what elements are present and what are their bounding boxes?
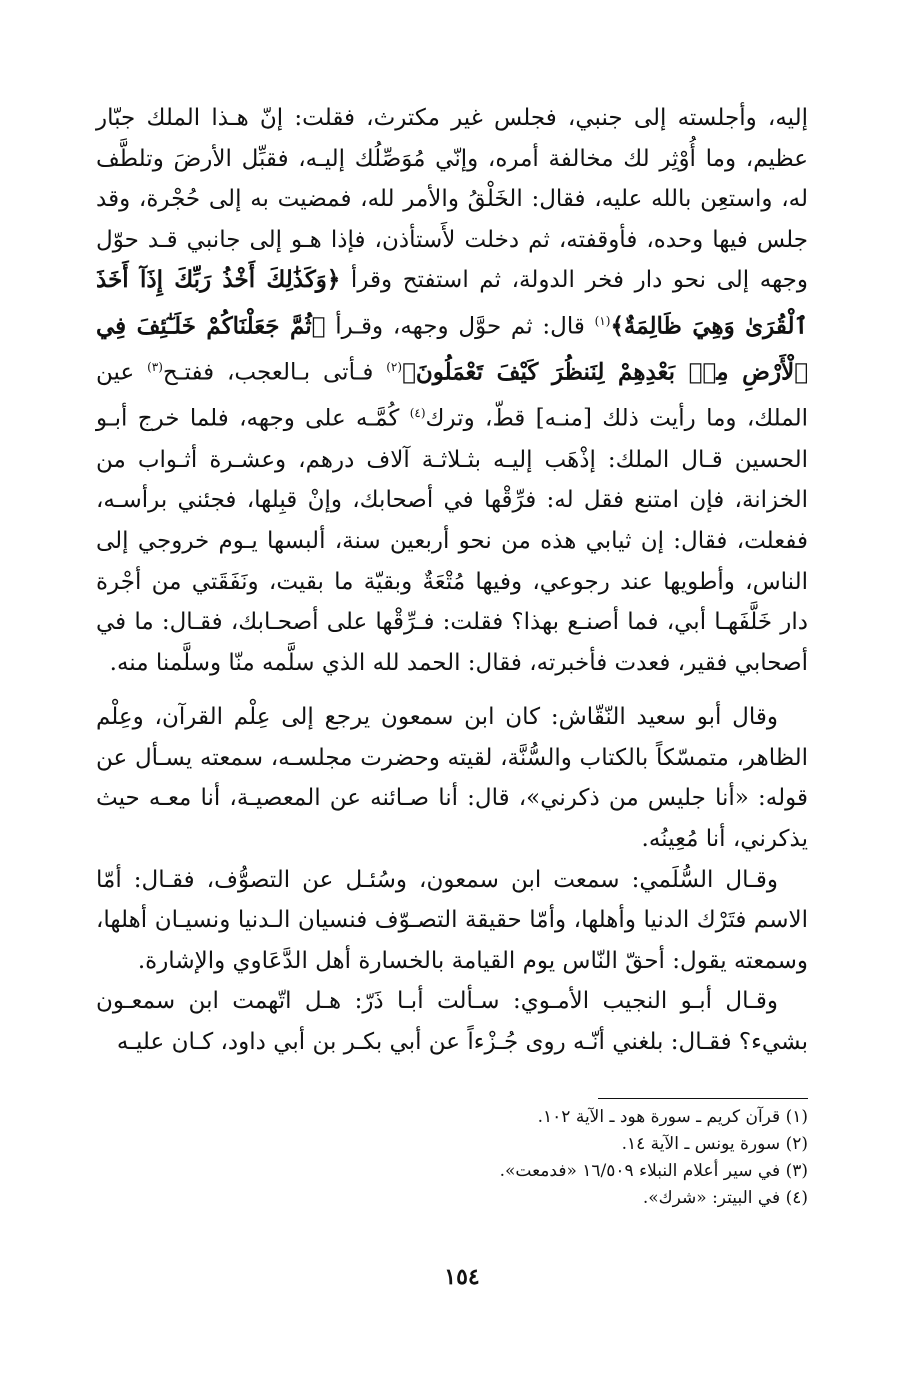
page-number: ١٥٤	[444, 1264, 480, 1290]
paragraph-1-text-b: قال: ثم حوَّل وجهه، وقـرأ	[325, 313, 595, 340]
quran-quote-1: ﴿وَكَذَٰلِكَ أَخْذُ رَبِّكَ إِذَآ أَخَذَ ٱلْقُرَىٰ وَهِيَ ظَالِمَةٌ﴾	[96, 266, 808, 340]
footnote-3: (٣) في سير أعلام النبلاء ١٦/٥٠٩ «فدمعت».	[499, 1161, 808, 1181]
footnote-separator	[598, 1098, 808, 1099]
paragraph-2: وقال أبو سعيد النّقّاش: كان ابن سمعون يرجع إلى عِلْم القرآن، وعِلْم الظاهر، متمسّكاً بالكتاب والسُّنَّة، لقيته وحضرت مجلسـه، سمعته يسـأل عن قوله: «أنا جليس من ذكرني»، قال: أنا صـائنه عن المعصيـة، أنا معـه حيث يذكرني، أنا مُعِينُه.	[96, 704, 808, 853]
paragraph-1	[96, 98, 808, 683]
footnote-2: (٢) سورة يونس ـ الآية ١٤.	[621, 1134, 808, 1154]
quran-quote-2: ﴿ثُمَّ جَعَلْنَاكُمْ خَلَـٰٓئِفَ فِي ٱلْأَرْضِ مِنۢ بَعْدِهِمْ لِنَنظُرَ كَيْفَ تَعْمَلُونَ﴾	[96, 312, 808, 386]
footnote-ref-4: (٤)	[409, 406, 426, 421]
footnote-ref-2: (٢)	[386, 360, 403, 375]
paragraph-1-text-e: كُمَّـه على وجهه، فلما خرج أبـو الحسين قـال الملك: إذْهَب إليـه بثـلاثـة آلاف درهم، وعشـرة أثـواب من الخزانة، فإن امتنع فقل له: فرِّقْها في أصحابك، وإنْ قبِلها، فجئني برأسـه، ففعلت، فقال: إن ثيابي هذه من نحو أربعين سنة، ألبسها يـوم خروجي إلى الناس، وأطويها عند رجوعي، وفيها مُتْعَةٌ وبقيّة ما بقيت، ونَفَقَتي من أجْرة دار خَلَّفَهـا أبي، فما أصنـع بهذا؟ فقلت: فـرِّقْها على أصحـابك، فقـال: ما في أصحابي فقير، فعدت فأخبرته، فقال: الحمد لله الذي سلَّمه منّا وسلَّمنا منه.	[96, 406, 808, 676]
footnote-ref-3: (٣)	[147, 360, 163, 375]
footnotes	[188, 1104, 808, 1212]
footnote-1: (١) قرآن كريم ـ سورة هود ـ الآية ١٠٢.	[537, 1107, 808, 1127]
footnote-ref-1: (١)	[594, 313, 611, 328]
paragraph-1-text-c: فـأتى بـالعجب، ففتـح	[162, 359, 387, 386]
paragraph-3: وقـال السُّلَمي: سمعت ابن سمعون، وسُئـل عن التصوُّف، فقـال: أمّا الاسم فتَرْك الدنيا وأهلها، وأمّا حقيقة التصـوّف فنسيان الـدنيا ونسيـان أهلها، وسمعته يقول: أحقّ النّاس يوم القيامة بالخسارة أهل الدَّعَاوي والإشارة.	[96, 866, 808, 974]
paragraph-1-text-d: عين الملك، وما رأيت ذلك [منـه] قطّ، وترك	[96, 359, 808, 433]
paragraph-4: وقـال أبـو النجيب الأمـوي: سـألت أبـا ذَرّ: هـل اتّهمت ابن سمعـون بشيء؟ فقـال: بلغني أنّـه روى جُـزْءاً عن أبي بكـر بن أبي داود، كـان عليـه	[96, 988, 808, 1056]
footnote-4: (٤) في البيتر: «شرك».	[642, 1188, 808, 1208]
main-text	[96, 98, 808, 1063]
paragraph-1-text-a: إليه، وأجلسته إلى جنبي، فجلس غير مكترث، فقلت: إنّ هـذا الملك جبّار عظيم، وما أُوْثِر لك مخالفة أمره، وإنّي مُوَصِّلُك إليـه، فقبِّل الأرضَ وتلطَّف له، واستعِن بالله عليه، فقال: الخَلْقُ والأمر لله، فمضيت به إلى حُجْرة، وقد جلس فيها وحده، فأوقفته، ثم دخلت لأَستأذن، فإذا هـو إلى جانبي قـد حوّل وجهه إلى نحو دار فخر الدولة، ثم استفتح وقرأ	[96, 105, 808, 294]
